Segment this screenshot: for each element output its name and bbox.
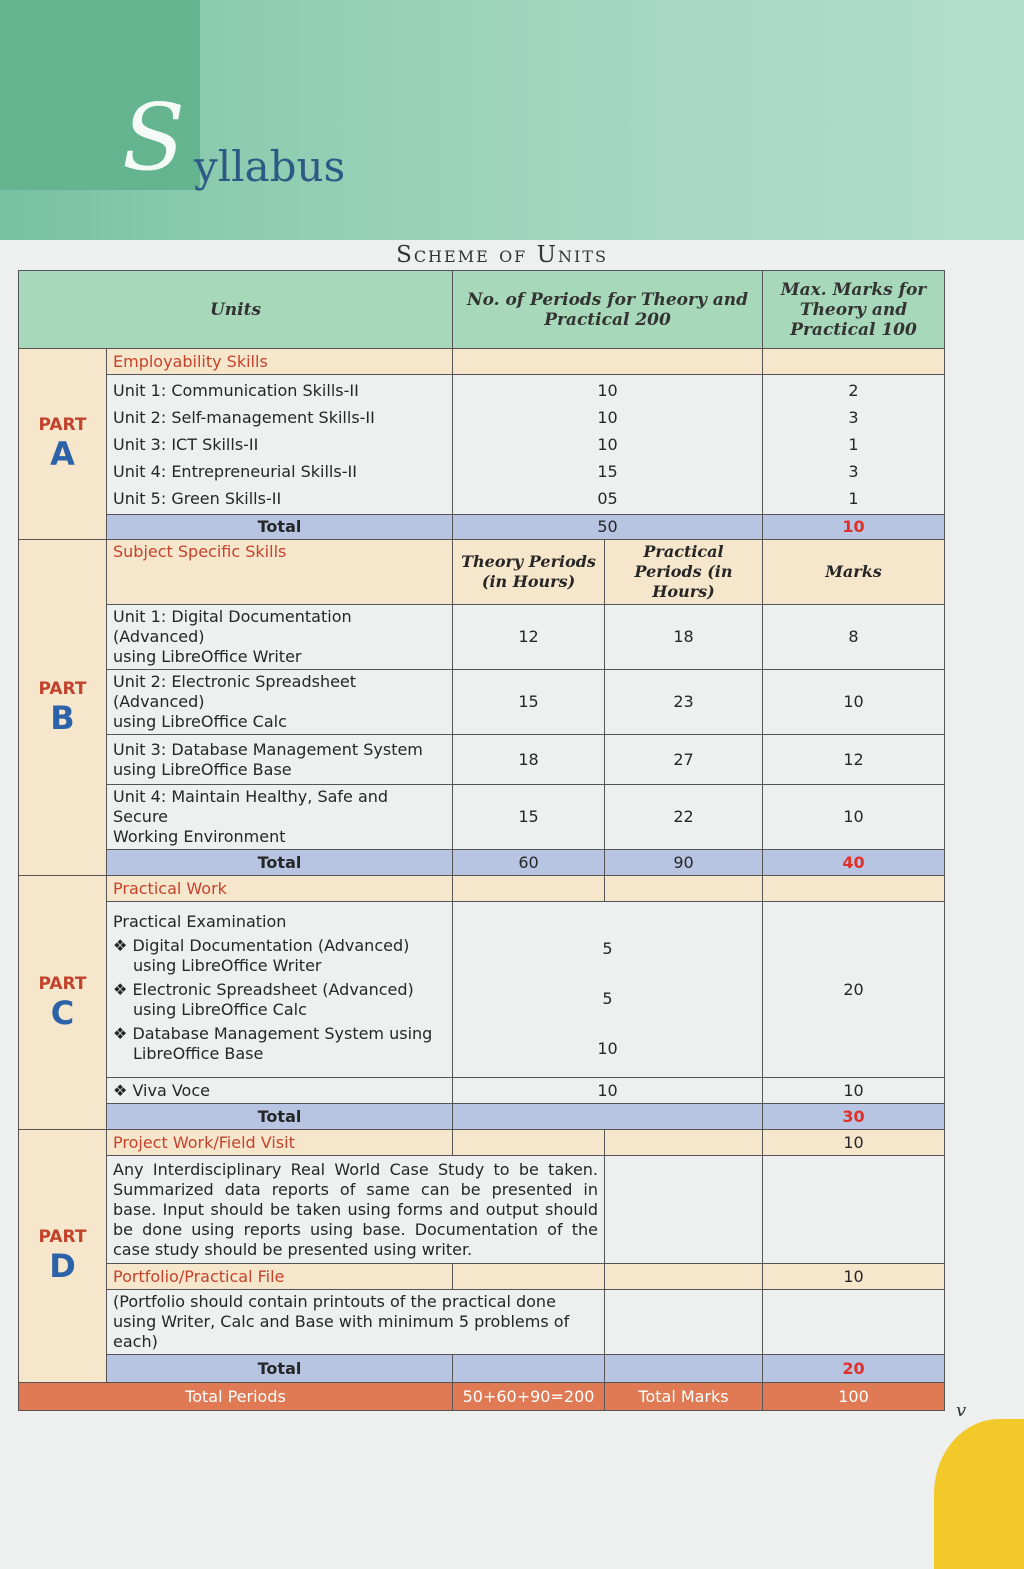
marks-value: 12 [763, 735, 945, 785]
grand-total-marks: 100 [763, 1383, 945, 1411]
part-b-total-marks: 40 [763, 850, 945, 876]
theory-value: 18 [453, 735, 605, 785]
unit-name: Unit 3: Database Management System [113, 739, 423, 759]
part-letter: A [50, 435, 75, 473]
scheme-title: Scheme of Units [396, 242, 608, 268]
list-item: Unit 1: Communication Skills-II [113, 380, 359, 400]
unit-name: Unit 1: Digital Documentation (Advanced) [113, 607, 352, 646]
exam-title: Practical Examination [113, 911, 287, 931]
page-number: v [956, 1400, 967, 1421]
item-text-cont: LibreOffice Base [133, 1043, 264, 1063]
period-value: 10 [597, 434, 618, 454]
part-c-total-periods [453, 1104, 763, 1130]
part-letter: C [50, 993, 75, 1032]
period-value: 05 [597, 488, 618, 508]
part-a-total-label: Total [107, 515, 453, 540]
period-value: 5 [602, 938, 613, 958]
practical-exam-marks: 20 [763, 902, 945, 1078]
part-label: PART [38, 1227, 87, 1247]
part-a-periods [453, 375, 763, 515]
table-row [107, 605, 453, 670]
item-text-cont: using LibreOffice Calc [133, 999, 307, 1019]
section-filler [605, 1264, 763, 1290]
part-b-label [19, 540, 107, 876]
section-filler [453, 349, 763, 375]
part-c-total-marks: 30 [763, 1104, 945, 1130]
item-text: Digital Documentation (Advanced) [132, 935, 410, 955]
item-text: Electronic Spreadsheet (Advanced) [132, 979, 414, 999]
marks-value: 1 [848, 434, 859, 454]
marks-value: 2 [848, 380, 859, 400]
marks-value: 3 [848, 461, 859, 481]
table-row [107, 785, 453, 850]
list-item [113, 980, 446, 1020]
unit-name-cont: using LibreOffice Base [113, 759, 292, 779]
part-label: PART [38, 415, 87, 435]
unit-name-cont: Working Environment [113, 827, 286, 846]
section-practical-work: Practical Work [107, 876, 453, 902]
unit-name: Unit 2: Electronic Spreadsheet (Advanced) [113, 672, 357, 711]
theory-value: 12 [453, 605, 605, 670]
list-item: Unit 5: Green Skills-II [113, 488, 282, 508]
list-item: Unit 3: ICT Skills-II [113, 434, 259, 454]
list-item [113, 1024, 446, 1064]
section-employability: Employability Skills [107, 349, 453, 375]
part-label: PART [38, 973, 87, 994]
portfolio-description: (Portfolio should contain printouts of the practical done using Writer, Calc and Base with minimum 5 problems of each) [107, 1290, 605, 1355]
unit-name-cont: using LibreOffice Calc [113, 712, 287, 731]
section-project-work: Project Work/Field Visit [107, 1130, 453, 1156]
project-description: Any Interdisciplinary Real World Case Study to be taken. Summarized data reports of same can be presented in base. Input should be taken using forms and output should be done using reports using base. Documentation of the case study should be presented using writer. [107, 1156, 605, 1264]
section-filler [453, 1264, 605, 1290]
part-d-label [19, 1130, 107, 1383]
practical-value: 22 [605, 785, 763, 850]
practical-value: 23 [605, 670, 763, 735]
marks-value: 8 [763, 605, 945, 670]
section-filler [763, 349, 945, 375]
part-a-total-marks: 10 [763, 515, 945, 540]
section-subject-specific: Subject Specific Skills [107, 540, 453, 605]
grand-total-marks-label: Total Marks [605, 1383, 763, 1411]
empty-cell [763, 1290, 945, 1355]
table-row [107, 735, 453, 785]
practical-value: 27 [605, 735, 763, 785]
viva-period: 10 [453, 1078, 763, 1104]
part-label: PART [38, 678, 87, 699]
marks-value: 10 [763, 785, 945, 850]
viva-label: Viva Voce [132, 1080, 210, 1100]
bullet-icon: ❖ [113, 935, 133, 955]
part-letter: D [49, 1247, 76, 1285]
period-value: 5 [602, 988, 613, 1008]
list-item [113, 936, 446, 976]
empty-cell [453, 1355, 605, 1383]
theory-value: 15 [453, 785, 605, 850]
project-marks: 10 [763, 1130, 945, 1156]
syllabus-table [18, 270, 945, 1411]
part-c-total-label: Total [107, 1104, 453, 1130]
practical-exam-cell [107, 902, 453, 1078]
part-a-marks [763, 375, 945, 515]
part-a-total-periods: 50 [453, 515, 763, 540]
viva-marks: 10 [763, 1078, 945, 1104]
item-text-cont: using LibreOffice Writer [133, 955, 322, 975]
section-portfolio: Portfolio/Practical File [107, 1264, 453, 1290]
marks-value: 1 [848, 488, 859, 508]
part-d-total-marks: 20 [763, 1355, 945, 1383]
section-filler [453, 1130, 605, 1156]
unit-name: Unit 4: Maintain Healthy, Safe and Secure [113, 787, 389, 826]
col-theory-periods: Theory Periods (in Hours) [453, 540, 605, 605]
empty-cell [605, 1156, 763, 1264]
header-units: Units [19, 271, 453, 349]
bullet-icon: ❖ [113, 1080, 133, 1100]
period-value: 10 [597, 380, 618, 400]
marks-value: 3 [848, 407, 859, 427]
table-row [107, 670, 453, 735]
theory-value: 15 [453, 670, 605, 735]
section-filler [763, 876, 945, 902]
corner-decoration [934, 1419, 1024, 1569]
empty-cell [605, 1355, 763, 1383]
unit-name-cont: using LibreOffice Writer [113, 647, 302, 666]
part-d-total-label: Total [107, 1355, 453, 1383]
grand-total-periods: 50+60+90=200 [453, 1383, 605, 1411]
empty-cell [605, 1290, 763, 1355]
header-marks: Max. Marks for Theory and Practical 100 [763, 271, 945, 349]
col-marks: Marks [763, 540, 945, 605]
period-value: 15 [597, 461, 618, 481]
part-a-label [19, 349, 107, 540]
part-c-label [19, 876, 107, 1130]
section-filler [453, 876, 605, 902]
bullet-icon: ❖ [113, 1023, 133, 1043]
portfolio-marks: 10 [763, 1264, 945, 1290]
grand-total-label: Total Periods [19, 1383, 453, 1411]
title-initial: S [122, 84, 186, 191]
part-letter: B [50, 698, 75, 737]
part-b-total-theory: 60 [453, 850, 605, 876]
part-b-total-practical: 90 [605, 850, 763, 876]
section-filler [605, 876, 763, 902]
part-b-total-label: Total [107, 850, 453, 876]
period-value: 10 [597, 407, 618, 427]
header-periods: No. of Periods for Theory and Practical 200 [453, 271, 763, 349]
viva-row [107, 1078, 453, 1104]
bullet-icon: ❖ [113, 979, 133, 999]
list-item: Unit 4: Entrepreneurial Skills-II [113, 461, 357, 481]
practical-periods [453, 902, 763, 1078]
list-item: Unit 2: Self-management Skills-II [113, 407, 375, 427]
col-practical-periods: Practical Periods (in Hours) [605, 540, 763, 605]
practical-value: 18 [605, 605, 763, 670]
section-filler [605, 1130, 763, 1156]
item-text: Database Management System using [132, 1023, 433, 1043]
page-title: yllabus [194, 142, 346, 191]
empty-cell [763, 1156, 945, 1264]
marks-value: 10 [763, 670, 945, 735]
period-value: 10 [597, 1038, 618, 1058]
part-a-units [107, 375, 453, 515]
